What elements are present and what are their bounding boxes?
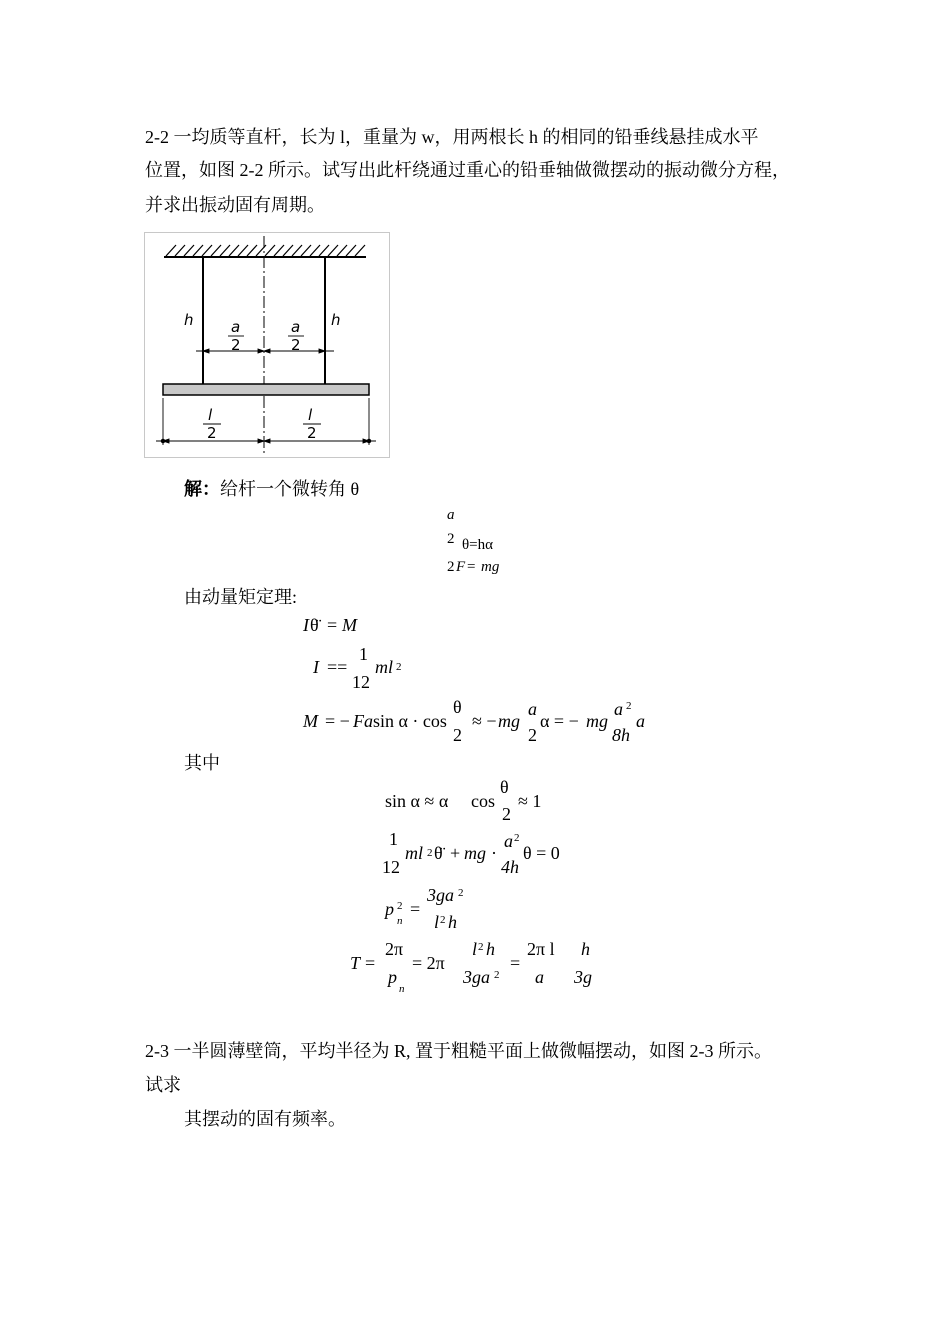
problem-2-2-line-3: 并求出振动固有周期。 — [145, 195, 325, 215]
eq6-subscript: n — [397, 915, 403, 927]
eq3-mg2: mg — [586, 711, 608, 731]
where-text: 其中 — [184, 753, 220, 773]
eq3-a3: a — [636, 711, 645, 731]
eq3-sin-cos: sin α · cos — [373, 711, 447, 731]
eq1-m: M — [342, 615, 357, 635]
eq2-i: I — [313, 657, 319, 677]
problem-2-2-line-1: 2-2 一均质等直杆，长为 l，重量为 w，用两根长 h 的相同的铅垂线悬挂成水平 — [145, 127, 759, 147]
eq2-denominator: 12 — [352, 672, 370, 692]
eq3-8h: 8h — [612, 725, 630, 745]
problem-2-3-line-2: 试求 — [145, 1075, 181, 1095]
fig-label-h-right: h — [331, 311, 341, 329]
eq7-l: l — [472, 939, 478, 959]
fig-label-l-left: l — [208, 406, 213, 424]
solution-label: 解： — [184, 479, 220, 499]
eq4-cos: cos — [471, 791, 495, 811]
eq3-alpha: α = − — [540, 711, 579, 731]
eq7-subscript: n — [399, 983, 405, 995]
eq5-exponent-a: 2 — [514, 832, 520, 844]
eq3-a: a — [528, 699, 537, 719]
eq1-i: I — [303, 615, 309, 635]
eq7-2pi-l: 2π l — [527, 939, 555, 959]
eq2-ml: ml — [375, 657, 393, 677]
eq1-equals: = — [327, 615, 338, 635]
eq6-p: p — [385, 899, 394, 919]
solution-intro: 给杆一个微转角 θ — [220, 479, 360, 499]
eq4-sin-approx: sin α ≈ α — [385, 791, 449, 811]
eq5-denominator: 12 — [382, 857, 400, 877]
geo-f: F — [456, 559, 466, 575]
eq2-exponent: 2 — [396, 661, 402, 673]
eq4-2: 2 — [502, 804, 511, 824]
eq7-h: h — [486, 939, 495, 959]
eq7-2pi: 2π — [385, 939, 404, 959]
eq2-numerator: 1 — [359, 644, 368, 664]
geo-relation: θ=hα — [462, 537, 494, 553]
problem-2-3-line-1: 2-3 一半圆薄壁筒，平均半径为 R, 置于粗糙平面上做微幅摆动，如图 2-3 所示。 — [145, 1041, 772, 1061]
eq7-a: a — [535, 967, 544, 987]
geo-2: 2 — [447, 531, 455, 547]
eq7-3g: 3g — [574, 967, 592, 987]
eq6-den-exp: 2 — [440, 914, 446, 926]
eq3-2b: 2 — [528, 725, 537, 745]
geo-a: a — [447, 507, 455, 523]
theorem-text: 由动量矩定理: — [184, 587, 298, 607]
eq7-h2: h — [581, 939, 590, 959]
eq7-l-exp: 2 — [478, 941, 484, 953]
eq3-2a: 2 — [453, 725, 462, 745]
fig-label-2-l-right: 2 — [307, 424, 317, 442]
problem-2-3-line-3: 其摆动的固有频率。 — [184, 1109, 346, 1129]
fig-label-2-a-left: 2 — [231, 336, 241, 354]
eq7-3ga: 3ga — [463, 967, 490, 987]
geo-2f-prefix: 2 — [447, 559, 455, 575]
fig-label-h-left: h — [184, 311, 194, 329]
eq5-tail: θ = 0 — [523, 843, 560, 863]
eq3-theta: θ — [453, 697, 462, 717]
geo-equals: = — [467, 559, 476, 575]
fig-label-2-a-right: 2 — [291, 336, 301, 354]
problem-2-2-line-2: 位置，如图 2-2 所示。试写出此杆绕通过重心的铅垂轴做微摆动的振动微分方程， — [145, 160, 790, 180]
eq7-p: p — [388, 967, 397, 987]
eq5-dot: · — [491, 843, 497, 863]
eq3-fa: Fa — [353, 711, 373, 731]
eq3-mg: mg — [498, 711, 520, 731]
eq5-plus: + — [450, 843, 461, 863]
eq3-approx: ≈ − — [472, 711, 497, 731]
eq4-approx-one: ≈ 1 — [518, 791, 542, 811]
eq7-3ga-exp: 2 — [494, 969, 500, 981]
eq5-numerator: 1 — [389, 829, 398, 849]
eq3-a2: a — [614, 699, 623, 719]
eq1-theta-ddot: θ̈ — [310, 615, 319, 635]
eq6-numerator: 3ga — [427, 885, 454, 905]
eq6-den-h: h — [448, 912, 457, 932]
eq4-theta: θ — [500, 777, 509, 797]
fig-label-2-l-left: 2 — [207, 424, 217, 442]
fig-label-a-right: a — [291, 318, 301, 336]
eq3-equals: = − — [325, 711, 350, 731]
eq6-den-l: l — [434, 912, 440, 932]
eq3-m: M — [303, 711, 318, 731]
eq7-equals-3: = — [510, 953, 521, 973]
eq5-exponent: 2 — [427, 847, 433, 859]
eq6-exponent: 2 — [397, 900, 403, 912]
eq3-exponent: 2 — [626, 700, 632, 712]
fig-label-l-right: l — [308, 406, 313, 424]
eq7-equals: = — [365, 953, 376, 973]
geo-mg: mg — [481, 559, 500, 575]
eq6-equals: = — [410, 899, 421, 919]
figure-frame — [145, 233, 390, 458]
fig-label-a-left: a — [231, 318, 241, 336]
eq7-equals-2pi: = 2π — [412, 953, 445, 973]
rod — [163, 384, 369, 395]
eq2-equals: == — [327, 657, 348, 677]
eq5-4h: 4h — [501, 857, 519, 877]
eq5-ml: ml — [405, 843, 423, 863]
figure-2-2 — [144, 232, 390, 458]
eq5-mg: mg — [464, 843, 486, 863]
eq5-theta-ddot: θ̈ — [434, 843, 443, 863]
eq5-a: a — [504, 831, 513, 851]
eq6-numerator-exp: 2 — [458, 887, 464, 899]
eq7-t: T — [350, 953, 361, 973]
